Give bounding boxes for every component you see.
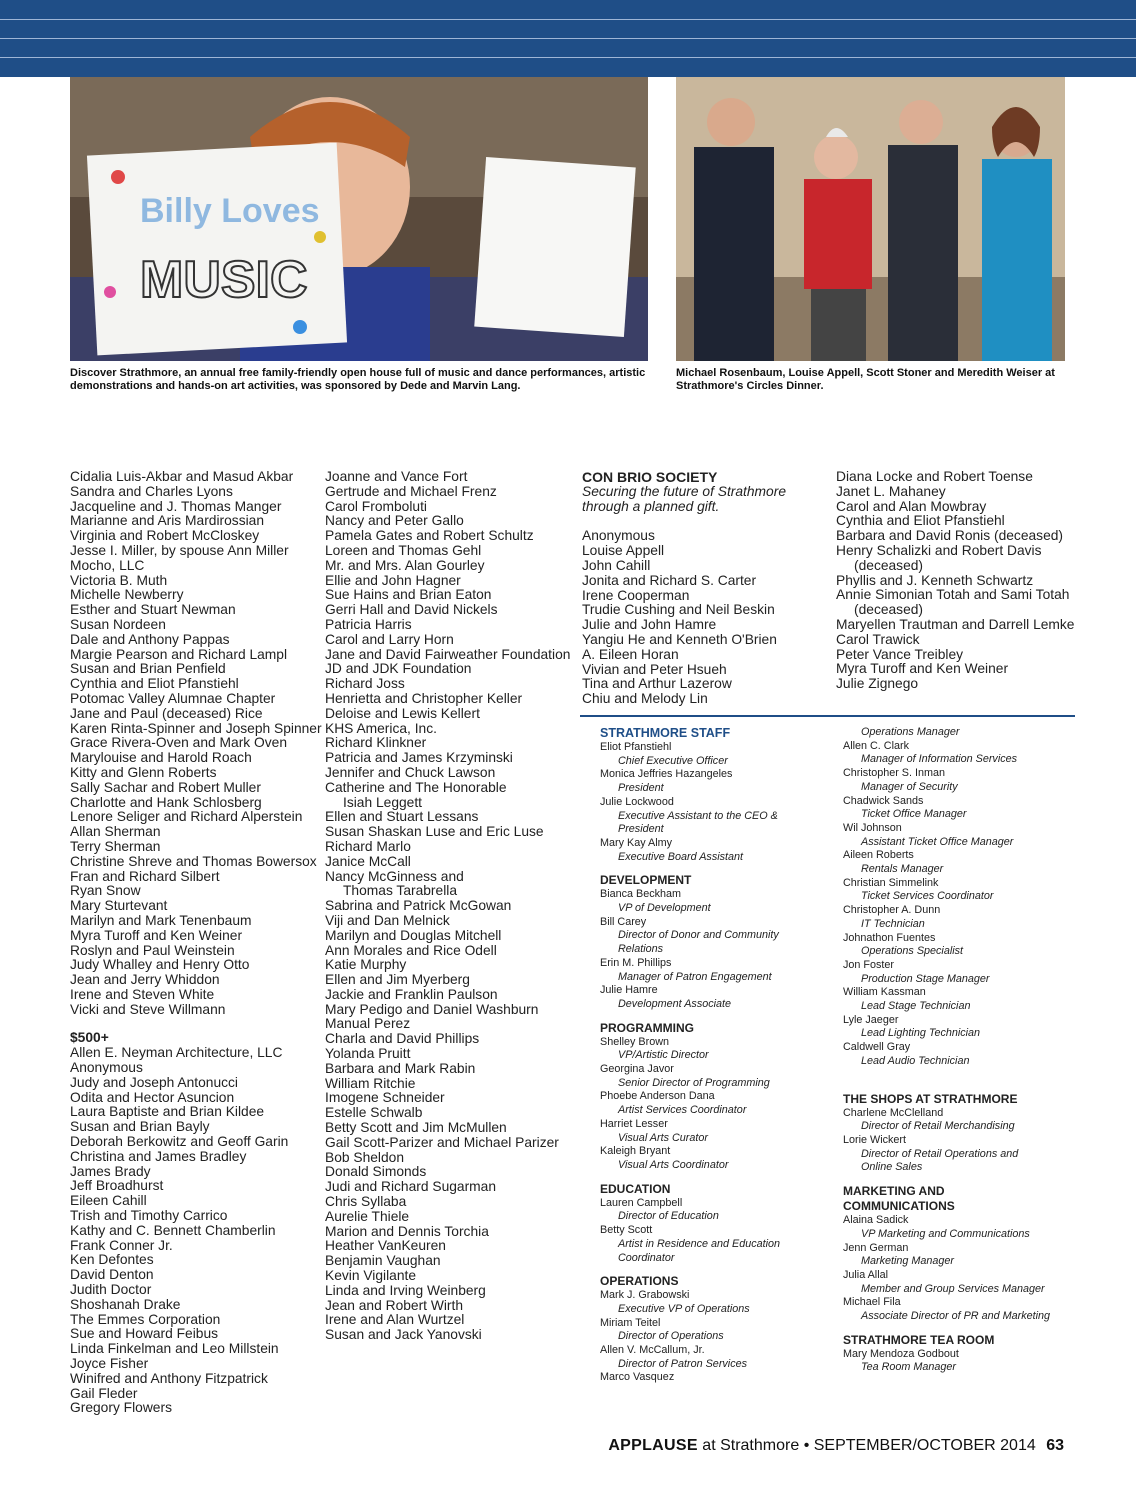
staff-name: Chadwick Sands — [843, 794, 924, 807]
staff-title: Relations — [618, 943, 664, 956]
staff-title: Ticket Office Manager — [861, 808, 967, 821]
staff-title: Executive Board Assistant — [618, 850, 744, 863]
staff-name: Aileen Roberts — [843, 849, 914, 862]
staff-title: Development Associate — [618, 997, 732, 1010]
right-photo-caption: Michael Rosenbaum, Louise Appell, Scott Stoner and Meredith Weiser at Strathmore's Circles Dinner. — [676, 367, 1055, 392]
donor-name: Richard Klinkner — [325, 735, 427, 751]
staff-title: VP/Artistic Director — [618, 1049, 709, 1062]
donor-name: Imogene Schneider — [325, 1090, 445, 1106]
donor-name: Potomac Valley Alumnae Chapter — [70, 690, 276, 706]
staff-name: Alaina Sadick — [843, 1214, 909, 1227]
staff-name: Lorie Wickert — [843, 1133, 906, 1146]
con-brio-title: CON BRIO SOCIETY — [582, 469, 718, 485]
staff-name: Lyle Jaeger — [843, 1013, 899, 1026]
donor-name: Jacqueline and J. Thomas Manger — [70, 498, 282, 514]
donor-name: Sue Hains and Brian Eaton — [325, 587, 492, 603]
staff-title: President — [618, 823, 664, 836]
staff-title: Member and Group Services Manager — [861, 1282, 1045, 1295]
donor-name: Barbara and Mark Rabin — [325, 1060, 476, 1076]
donor-name: Gerri Hall and David Nickels — [325, 602, 498, 618]
con-brio-member: (deceased) — [854, 602, 924, 618]
donor-name: Mary Pedigo and Daniel Washburn — [325, 1001, 539, 1017]
con-brio-member: Carol and Alan Mowbray — [836, 498, 987, 514]
staff-title: Ticket Services Coordinator — [861, 890, 994, 903]
donor-name: Susan Nordeen — [70, 616, 166, 632]
donor-name: Sandra and Charles Lyons — [70, 483, 233, 499]
donor-name: Jeff Broadhurst — [70, 1178, 164, 1194]
con-brio-member: Julie Zignego — [836, 676, 919, 692]
donor-name: Terry Sherman — [70, 838, 161, 854]
left-photo-caption: Discover Strathmore, an annual free family-friendly open house full of music and dance performances, artistic demonstrations and hands-on art activities, was sponsored by Dede and Marvin Lang. — [70, 367, 646, 392]
staff-title: VP of Development — [618, 902, 711, 915]
donor-name: David Denton — [70, 1267, 154, 1283]
donor-name: Sue and Howard Feibus — [70, 1326, 219, 1342]
donor-name: Mr. and Mrs. Alan Gourley — [325, 557, 485, 573]
donor-name: Susan Shaskan Luse and Eric Luse — [325, 824, 544, 840]
donor-name: Pamela Gates and Robert Schultz — [325, 528, 534, 544]
donor-name: Charla and David Phillips — [325, 1031, 480, 1047]
staff-name: Mary Kay Almy — [600, 836, 672, 849]
donor-name: Myra Turoff and Ken Weiner — [70, 927, 243, 943]
donor-name: Patricia and James Krzyminski — [325, 750, 513, 766]
staff-name: Phoebe Anderson Dana — [600, 1090, 715, 1103]
page-number: 63 — [1046, 1437, 1064, 1454]
donor-name: Frank Conner Jr. — [70, 1237, 173, 1253]
staff-section-heading: DEVELOPMENT — [600, 873, 692, 888]
staff-title: VP Marketing and Communications — [861, 1227, 1030, 1240]
con-brio-member: Annie Simonian Totah and Sami Totah — [836, 587, 1070, 603]
staff-title: Director of Retail Operations and — [861, 1147, 1019, 1160]
donor-name: Carol Fromboluti — [325, 498, 427, 514]
donor-name: Roslyn and Paul Weinstein — [70, 942, 235, 958]
sign-text-line2: MUSIC — [140, 251, 308, 309]
staff-title: Coordinator — [618, 1251, 675, 1264]
con-brio-member: Cynthia and Eliot Pfanstiehl — [836, 513, 1005, 529]
con-brio-member: Louise Appell — [582, 543, 665, 559]
donor-name: Laura Baptiste and Brian Kildee — [70, 1104, 265, 1120]
donor-name: Jane and Paul (deceased) Rice — [70, 705, 263, 721]
con-brio-column — [582, 470, 786, 707]
staff-title: Manager of Patron Engagement — [618, 970, 772, 983]
staff-name: Harriet Lesser — [600, 1117, 668, 1130]
donor-name: Linda and Irving Weinberg — [325, 1282, 486, 1298]
con-brio-member: Henry Schalizki and Robert Davis — [836, 542, 1042, 558]
staff-name: Johnathon Fuentes — [843, 931, 936, 944]
donor-name: Ellen and Stuart Lessans — [325, 809, 479, 825]
staff-title: Manager of Security — [861, 780, 958, 793]
con-brio-member: Tina and Arthur Lazerow — [582, 676, 732, 692]
donor-name: Carol and Larry Horn — [325, 631, 454, 647]
donor-name: Judith Doctor — [70, 1282, 152, 1298]
con-brio-subtitle: Securing the future of Strathmore — [582, 483, 786, 499]
con-brio-member: Diana Locke and Robert Toense — [836, 469, 1033, 484]
staff-name: Christian Simmelink — [843, 876, 939, 889]
donor-name: Richard Joss — [325, 676, 405, 692]
donor-name: Fran and Richard Silbert — [70, 868, 220, 884]
staff-name: Mark J. Grabowski — [600, 1289, 690, 1302]
donor-name: Kathy and C. Bennett Chamberlin — [70, 1222, 276, 1238]
donor-name: Nancy and Peter Gallo — [325, 513, 464, 529]
staff-title: Director of Operations — [618, 1330, 724, 1343]
staff-section-heading: STRATHMORE STAFF — [600, 726, 731, 740]
donor-name: Isiah Leggett — [343, 794, 423, 810]
donor-name: Deloise and Lewis Kellert — [325, 705, 480, 721]
donor-name: Joyce Fisher — [70, 1356, 149, 1372]
staff-title: Rentals Manager — [861, 863, 944, 876]
donor-name: Odita and Hector Asuncion — [70, 1089, 235, 1105]
staff-name: Miriam Teitel — [600, 1316, 661, 1329]
staff-section-heading: OPERATIONS — [600, 1274, 679, 1289]
donor-name: Mary Sturtevant — [70, 898, 168, 914]
donor-name: Marilyn and Douglas Mitchell — [325, 927, 502, 943]
con-brio-member: Julie and John Hamre — [582, 617, 717, 633]
staff-name: Charlene McClelland — [843, 1106, 944, 1119]
donor-name: Michelle Newberry — [70, 587, 184, 603]
staff-title: Senior Director of Programming — [618, 1076, 770, 1089]
con-brio-member: Irene Cooperman — [582, 587, 690, 603]
con-brio-member: Janet L. Mahaney — [836, 483, 946, 499]
donor-name: Shoshanah Drake — [70, 1296, 181, 1312]
donor-name: Ellen and Jim Myerberg — [325, 972, 470, 988]
donor-name: James Brady — [70, 1163, 151, 1179]
donor-name: Dale and Anthony Pappas — [70, 631, 230, 647]
donor-name: Bob Sheldon — [325, 1149, 405, 1165]
donor-name: Ryan Snow — [70, 883, 141, 899]
staff-title: Marketing Manager — [861, 1255, 955, 1268]
staff-title: Associate Director of PR and Marketing — [861, 1310, 1051, 1323]
giving-level-heading: $500+ — [70, 1030, 109, 1046]
staff-title: Director of Patron Services — [618, 1357, 748, 1370]
footer-bullet: • — [803, 1437, 810, 1454]
staff-name: Wil Johnson — [843, 821, 902, 834]
donor-name: Margie Pearson and Richard Lampl — [70, 646, 288, 662]
staff-name: Jon Foster — [843, 958, 895, 971]
donor-name: Chris Syllaba — [325, 1194, 407, 1210]
donor-name: Ellie and John Hagner — [325, 572, 461, 588]
page-footer — [608, 1437, 1064, 1455]
donor-name: KHS America, Inc. — [325, 720, 437, 736]
donor-name: Richard Marlo — [325, 838, 411, 854]
staff-name: Betty Scott — [600, 1224, 653, 1237]
con-brio-member: Carol Trawick — [836, 631, 920, 647]
staff-name: Christopher A. Dunn — [843, 904, 941, 917]
con-brio-column-continued — [836, 470, 1074, 692]
staff-name: Marco Vasquez — [600, 1371, 675, 1384]
donor-name: Catherine and The Honorable — [325, 779, 507, 795]
donor-name: Jane and David Fairweather Foundation — [325, 646, 571, 662]
staff-title: Executive Assistant to the CEO & — [618, 809, 778, 822]
staff-name: Caldwell Gray — [843, 1041, 911, 1054]
con-brio-member: Peter Vance Treibley — [836, 646, 964, 662]
staff-name: Julie Hamre — [600, 984, 658, 997]
donor-name: Cynthia and Eliot Pfanstiehl — [70, 676, 239, 692]
donor-name: Christina and James Bradley — [70, 1148, 247, 1164]
donor-name: Judi and Richard Sugarman — [325, 1179, 497, 1195]
staff-title: Assistant Ticket Office Manager — [861, 835, 1014, 848]
staff-title: Lead Stage Technician — [861, 1000, 971, 1013]
staff-title: Tea Room Manager — [861, 1361, 957, 1374]
donor-name: Allan Sherman — [70, 824, 161, 840]
staff-section-heading: THE SHOPS AT STRATHMORE — [843, 1091, 1018, 1106]
donor-name: Christine Shreve and Thomas Bowersox — [70, 853, 317, 869]
section-divider — [580, 715, 1075, 717]
donor-name: Ken Defontes — [70, 1252, 154, 1268]
donor-name: Kitty and Glenn Roberts — [70, 764, 217, 780]
staff-title: Visual Arts Coordinator — [618, 1158, 729, 1171]
con-brio-member: Chiu and Melody Lin — [582, 691, 708, 707]
donor-name: Henrietta and Christopher Keller — [325, 690, 523, 706]
donor-column-2 — [325, 470, 570, 1343]
donor-name: Loreen and Thomas Gehl — [325, 542, 482, 558]
donor-name: Nancy McGinness and — [325, 868, 464, 884]
staff-name: Allen V. McCallum, Jr. — [600, 1344, 705, 1357]
staff-name: Jenn German — [843, 1241, 909, 1254]
staff-name: Eliot Pfanstiehl — [600, 741, 672, 753]
staff-name: Julie Lockwood — [600, 795, 674, 808]
header-rule — [0, 57, 1136, 58]
photo-circles-dinner-group — [676, 77, 1065, 361]
donor-name: Patricia Harris — [325, 616, 412, 632]
donor-name: Estelle Schwalb — [325, 1105, 423, 1121]
con-brio-member: Myra Turoff and Ken Weiner — [836, 661, 1009, 677]
staff-name: Bill Carey — [600, 915, 647, 928]
donor-name: Judy Whalley and Henry Otto — [70, 957, 250, 973]
magazine-venue: at Strathmore — [702, 1437, 800, 1454]
staff-title: Director of Retail Merchandising — [861, 1120, 1015, 1133]
donor-name: The Emmes Corporation — [70, 1311, 221, 1327]
donor-name: Karen Rinta-Spinner and Joseph Spinner — [70, 720, 322, 736]
donor-name: Esther and Stuart Newman — [70, 602, 236, 618]
donor-name: Marianne and Aris Mardirossian — [70, 513, 265, 529]
con-brio-member: Maryellen Trautman and Darrell Lemke — [836, 616, 1075, 632]
donor-name: JD and JDK Foundation — [325, 661, 472, 677]
con-brio-subtitle: through a planned gift. — [582, 498, 720, 514]
donor-name: Mocho, LLC — [70, 557, 145, 573]
staff-list-right — [843, 726, 1075, 1375]
donor-name: Gregory Flowers — [70, 1400, 172, 1416]
donor-name: Eileen Cahill — [70, 1193, 147, 1209]
staff-title: President — [618, 782, 664, 795]
staff-list-left — [600, 726, 830, 1385]
staff-title: Online Sales — [861, 1161, 923, 1174]
donor-name: Deborah Berkowitz and Geoff Garin — [70, 1134, 289, 1150]
donor-name: Anonymous — [70, 1060, 143, 1076]
staff-name: Kaleigh Bryant — [600, 1145, 671, 1158]
donor-name: Susan and Brian Bayly — [70, 1119, 210, 1135]
staff-name: Bianca Beckham — [600, 888, 682, 901]
staff-title: Chief Executive Officer — [618, 754, 728, 767]
donor-name: Viji and Dan Melnick — [325, 912, 450, 928]
staff-title: Lead Lighting Technician — [861, 1027, 981, 1040]
staff-section-heading: PROGRAMMING — [600, 1020, 694, 1035]
staff-name: Lauren Campbell — [600, 1196, 683, 1209]
donor-name: Katie Murphy — [325, 957, 407, 973]
staff-name: Michael Fila — [843, 1296, 901, 1309]
con-brio-member: Vivian and Peter Hsueh — [582, 661, 727, 677]
staff-title: Executive VP of Operations — [618, 1302, 750, 1315]
donor-name: Marion and Dennis Torchia — [325, 1223, 489, 1239]
donor-name: Ann Morales and Rice Odell — [325, 942, 497, 958]
sign-text-line1: Billy Loves — [140, 192, 320, 230]
staff-name: Mary Mendoza Godbout — [843, 1347, 959, 1360]
donor-name: Grace Rivera-Oven and Mark Oven — [70, 735, 287, 751]
donor-name: Kevin Vigilante — [325, 1268, 417, 1284]
donor-name: Jean and Jerry Whiddon — [70, 972, 220, 988]
spacer — [843, 1069, 1075, 1083]
donor-name: Charlotte and Hank Schlosberg — [70, 794, 262, 810]
staff-title: Production Stage Manager — [861, 972, 990, 985]
staff-title: Manager of Information Services — [861, 753, 1018, 766]
donor-name: Irene and Steven White — [70, 986, 215, 1002]
donor-name: Trish and Timothy Carrico — [70, 1208, 228, 1224]
con-brio-member: John Cahill — [582, 557, 651, 573]
staff-section-heading: COMMUNICATIONS — [843, 1199, 955, 1214]
staff-section-heading: EDUCATION — [600, 1181, 671, 1196]
donor-name: Benjamin Vaughan — [325, 1253, 441, 1269]
staff-title: Artist Services Coordinator — [618, 1104, 747, 1117]
donor-name: Sabrina and Patrick McGowan — [325, 898, 512, 914]
con-brio-member: (deceased) — [854, 557, 924, 573]
donor-name: Virginia and Robert McCloskey — [70, 528, 260, 544]
staff-title: Operations Specialist — [861, 945, 964, 958]
donor-name: Manual Perez — [325, 1016, 411, 1032]
con-brio-member: A. Eileen Horan — [582, 646, 679, 662]
donor-name: Susan and Jack Yanovski — [325, 1327, 482, 1343]
donor-name: Jackie and Franklin Paulson — [325, 986, 498, 1002]
donor-name: Yolanda Pruitt — [325, 1046, 411, 1062]
donor-name: Betty Scott and Jim McMullen — [325, 1120, 507, 1136]
staff-name: Erin M. Phillips — [600, 956, 672, 969]
magazine-name: APPLAUSE — [608, 1437, 698, 1454]
donor-name: Lenore Seliger and Richard Alperstein — [70, 809, 303, 825]
donor-name: Victoria B. Muth — [70, 572, 168, 588]
staff-name: Christopher S. Inman — [843, 767, 946, 780]
staff-title: Operations Manager — [861, 726, 960, 738]
donor-name: Vicki and Steve Willmann — [70, 1001, 226, 1017]
con-brio-member: Jonita and Richard S. Carter — [582, 572, 757, 588]
donor-name: Janice McCall — [325, 853, 411, 869]
con-brio-member: Anonymous — [582, 528, 655, 544]
staff-title: Visual Arts Curator — [618, 1131, 709, 1144]
staff-name: Julia Allal — [843, 1268, 889, 1281]
donor-name: William Ritchie — [325, 1075, 416, 1091]
donor-name: Cidalia Luis-Akbar and Masud Akbar — [70, 469, 294, 484]
staff-title: Director of Education — [618, 1210, 719, 1223]
donor-name: Donald Simonds — [325, 1164, 427, 1180]
donor-name: Joanne and Vance Fort — [325, 469, 468, 484]
con-brio-member: Yangiu He and Kenneth O'Brien — [582, 631, 777, 647]
donor-name: Marylouise and Harold Roach — [70, 750, 252, 766]
header-band — [0, 0, 1136, 77]
staff-section-heading: STRATHMORE TEA ROOM — [843, 1332, 995, 1347]
donor-name: Thomas Tarabrella — [343, 883, 458, 899]
staff-title: Lead Audio Technician — [861, 1054, 970, 1067]
staff-name: Shelley Brown — [600, 1035, 670, 1048]
staff-name: Monica Jeffries Hazangeles — [600, 768, 733, 781]
con-brio-member: Trudie Cushing and Neil Beskin — [582, 602, 775, 618]
con-brio-member: Barbara and David Ronis (deceased) — [836, 528, 1064, 544]
donor-name: Heather VanKeuren — [325, 1238, 446, 1254]
donor-name: Jesse I. Miller, by spouse Ann Miller — [70, 542, 289, 558]
donor-name: Marilyn and Mark Tenenbaum — [70, 912, 252, 928]
donor-name: Judy and Joseph Antonucci — [70, 1074, 238, 1090]
staff-title: IT Technician — [861, 917, 925, 930]
issue-date: SEPTEMBER/OCTOBER 2014 — [813, 1437, 1036, 1454]
donor-column-1 — [70, 470, 322, 1416]
donor-name: Gertrude and Michael Frenz — [325, 483, 497, 499]
donor-name: Aurelie Thiele — [325, 1208, 410, 1224]
staff-title: Director of Donor and Community — [618, 929, 779, 942]
donor-name: Linda Finkelman and Leo Millstein — [70, 1341, 279, 1357]
staff-name: William Kassman — [843, 986, 926, 999]
donor-name: Jean and Robert Wirth — [325, 1297, 464, 1313]
donor-name: Irene and Alan Wurtzel — [325, 1312, 465, 1328]
donor-name: Sally Sachar and Robert Muller — [70, 779, 261, 795]
photo-boy-with-sign — [70, 77, 648, 361]
staff-title: Artist in Residence and Education — [618, 1237, 781, 1250]
donor-name: Gail Fleder — [70, 1385, 138, 1401]
donor-name: Jennifer and Chuck Lawson — [325, 764, 496, 780]
header-rule — [0, 19, 1136, 20]
con-brio-member: Phyllis and J. Kenneth Schwartz — [836, 572, 1034, 588]
header-rule — [0, 38, 1136, 39]
donor-name: Winifred and Anthony Fitzpatrick — [70, 1370, 268, 1386]
staff-name: Georgina Javor — [600, 1063, 674, 1076]
donor-name: Allen E. Neyman Architecture, LLC — [70, 1045, 283, 1061]
donor-name: Susan and Brian Penfield — [70, 661, 226, 677]
staff-section-heading: MARKETING AND — [843, 1184, 945, 1199]
donor-name: Gail Scott-Parizer and Michael Parizer — [325, 1134, 559, 1150]
staff-name: Allen C. Clark — [843, 739, 909, 752]
